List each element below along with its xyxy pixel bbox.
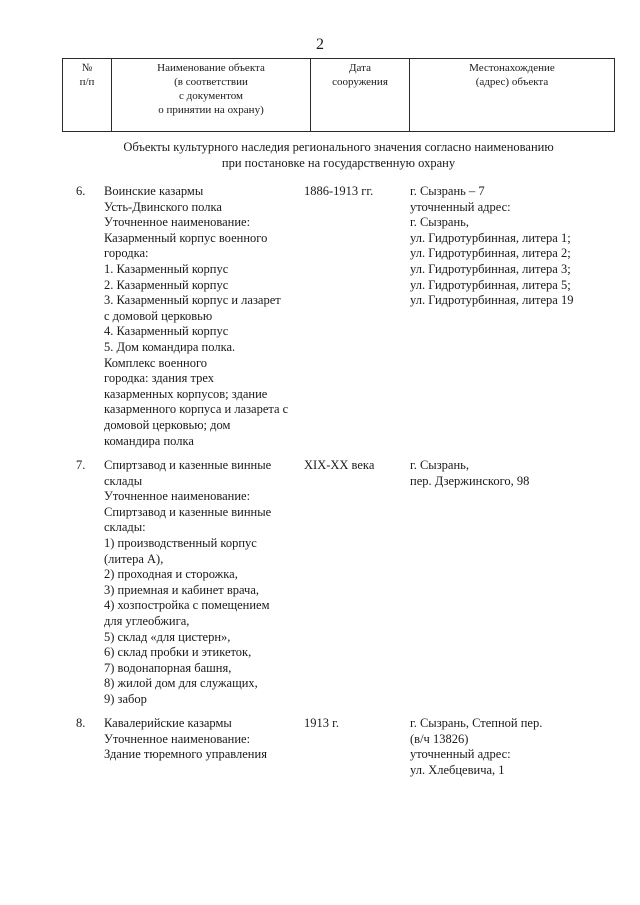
- address-line: уточненный адрес:: [410, 747, 511, 762]
- header-date-cell: [311, 59, 410, 132]
- header-date-line: сооружения: [332, 76, 388, 88]
- address-line: ул. Гидротурбинная, литера 2;: [410, 246, 571, 261]
- name-line: казарменных корпусов; здание: [104, 386, 268, 401]
- name-line: 1. Казарменный корпус: [104, 261, 229, 276]
- header-name-line: (в соответствии: [174, 76, 248, 88]
- header-name-line: с документом: [179, 90, 243, 102]
- name-line: Усть-Двинского полка: [104, 199, 222, 214]
- name-line: 2. Казарменный корпус: [104, 277, 229, 292]
- name-line: 2) проходная и сторожка,: [104, 567, 238, 582]
- name-line: Воинские казармы: [104, 184, 204, 198]
- entry-date: 1886-1913 гг.: [304, 184, 374, 198]
- address-line: ул. Гидротурбинная, литера 19: [410, 293, 574, 308]
- name-line: 1) производственный корпус: [104, 535, 257, 550]
- name-line: городка:: [104, 246, 149, 261]
- name-line: Кавалерийские казармы: [104, 716, 232, 730]
- header-name-line: о принятии на охрану): [158, 104, 264, 116]
- name-line: Уточненное наименование:: [104, 731, 251, 746]
- header-num-line: п/п: [79, 76, 95, 88]
- name-line: 8) жилой дом для служащих,: [104, 676, 258, 691]
- name-line: Казарменный корпус военного: [104, 230, 268, 245]
- entry-date: 1913 г.: [304, 716, 339, 730]
- name-line: с домовой церковью: [104, 308, 213, 323]
- name-line: казарменного корпуса и лазарета с: [104, 402, 289, 417]
- address-line: (в/ч 13826): [410, 731, 469, 746]
- name-line: 3) приемная и кабинет врача,: [104, 582, 260, 597]
- entry-number: 8.: [76, 716, 86, 730]
- address-line: г. Сызрань,: [410, 215, 469, 230]
- address-line: ул. Гидротурбинная, литера 1;: [410, 230, 571, 245]
- name-line: домовой церковью; дом: [104, 417, 231, 432]
- name-line: для углеобжига,: [104, 613, 190, 628]
- name-line: Комплекс военного: [104, 355, 208, 370]
- address-line: ул. Хлебцевича, 1: [410, 762, 505, 777]
- header-name-cell: [112, 59, 311, 132]
- entry-number: 7.: [76, 458, 86, 472]
- name-line: Уточненное наименование:: [104, 489, 251, 504]
- entry-date: XIX-XX века: [304, 458, 375, 472]
- address-line: ул. Гидротурбинная, литера 5;: [410, 277, 571, 292]
- entry-address: [410, 458, 610, 489]
- name-line: 4. Казарменный корпус: [104, 324, 229, 339]
- address-line: г. Сызрань, Степной пер.: [410, 716, 543, 730]
- entry-address: [410, 716, 610, 778]
- entry-number: 6.: [76, 184, 86, 198]
- name-line: 4) хозпостройка с помещением: [104, 598, 270, 613]
- name-line: Здание тюремного управления: [104, 747, 267, 762]
- name-line: командира полка: [104, 433, 194, 448]
- name-line: склады: [104, 473, 143, 488]
- header-location-line: Местонахождение: [469, 62, 555, 74]
- address-line: г. Сызрань – 7: [410, 184, 485, 198]
- header-date-line: Дата: [349, 62, 371, 74]
- intro-line: Объекты культурного наследия регионального значения согласно наименованию: [123, 140, 554, 154]
- header-location-cell: [410, 59, 615, 132]
- header-num-cell: [63, 59, 112, 132]
- page-number: 2: [316, 36, 324, 53]
- header-location-line: (адрес) объекта: [475, 76, 549, 88]
- name-line: 5) склад «для цистерн»,: [104, 629, 231, 644]
- name-line: Уточненное наименование:: [104, 215, 251, 230]
- header-table: [62, 58, 615, 132]
- entry-name: [104, 458, 300, 708]
- intro-line: при постановке на государственную охрану: [221, 156, 456, 170]
- address-line: ул. Гидротурбинная, литера 3;: [410, 261, 571, 276]
- address-line: пер. Дзержинского, 98: [410, 473, 530, 488]
- name-line: 9) забор: [104, 691, 147, 706]
- name-line: (литера А),: [104, 551, 164, 566]
- name-line: 6) склад пробки и этикеток,: [104, 645, 252, 660]
- name-line: 3. Казарменный корпус и лазарет: [104, 293, 281, 308]
- entry-address: [410, 184, 610, 309]
- section-intro: [62, 139, 615, 171]
- header-num-line: №: [81, 62, 93, 74]
- name-line: 5. Дом командира полка.: [104, 339, 236, 354]
- address-line: уточненный адрес:: [410, 199, 511, 214]
- name-line: Спиртзавод и казенные винные: [104, 458, 272, 472]
- name-line: городка: здания трех: [104, 371, 214, 386]
- entry-name: [104, 716, 300, 763]
- name-line: склады:: [104, 520, 146, 535]
- name-line: Спиртзавод и казенные винные: [104, 504, 272, 519]
- address-line: г. Сызрань,: [410, 458, 469, 472]
- name-line: 7) водонапорная башня,: [104, 660, 232, 675]
- entry-name: [104, 184, 300, 449]
- header-row: [63, 59, 615, 132]
- header-name-line: Наименование объекта: [157, 62, 265, 74]
